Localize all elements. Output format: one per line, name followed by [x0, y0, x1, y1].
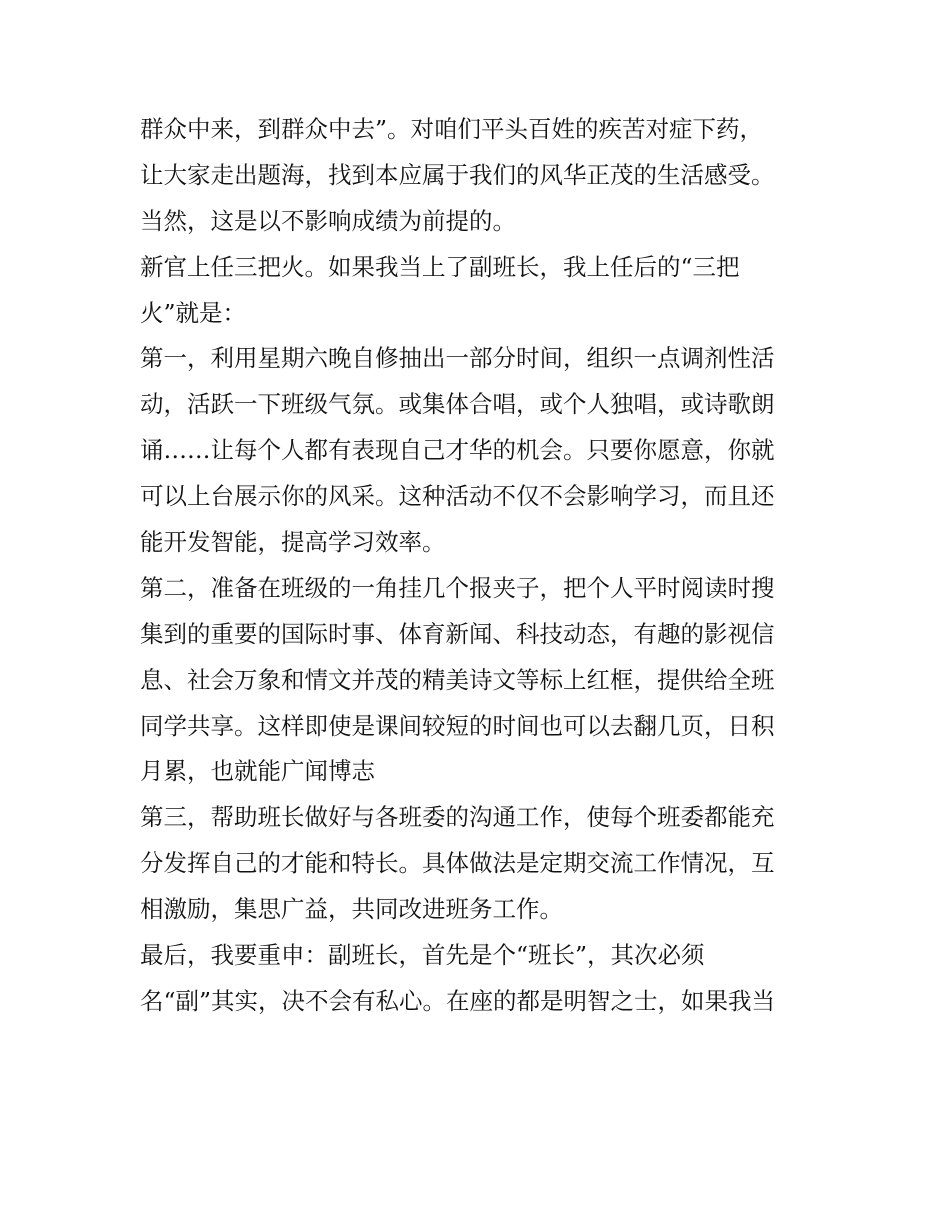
text-line: 第一，利用星期六晚自修抽出一部分时间，组织一点调剂性活	[140, 344, 775, 373]
text-line: 息、社会万象和情文并茂的精美诗文等标上红框，提供给全班	[140, 665, 775, 694]
text-line: 同学共享。这样即使是课间较短的时间也可以去翻几页，日积	[140, 711, 775, 740]
text-line: 当然，这是以不影响成绩为前提的。	[140, 206, 516, 235]
text-line: 新官上任三把火。如果我当上了副班长，我上任后的“三把	[140, 252, 740, 281]
text-line: 月累，也就能广闻博志	[140, 757, 375, 786]
text-line: 让大家走出题海，找到本应属于我们的风华正茂的生活感受。	[140, 160, 775, 189]
text-line: 群众中来，到群众中去”。对咱们平头百姓的疾苦对症下药，	[140, 115, 764, 143]
text-line: 相激励，集思广益，共同改进班务工作。	[140, 895, 563, 924]
text-line: 第二，准备在班级的一角挂几个报夹子，把个人平时阅读时搜	[140, 573, 775, 602]
text-line: 最后，我要重申：副班长，首先是个“班长”，其次必须	[140, 941, 705, 970]
text-line: 分发挥自己的才能和特长。具体做法是定期交流工作情况，互	[140, 849, 775, 878]
text-line: 名“副”其实，决不会有私心。在座的都是明智之士，如果我当	[140, 986, 776, 1015]
text-line: 第三，帮助班长做好与各班委的沟通工作，使每个班委都能充	[140, 803, 775, 832]
text-line: 动，活跃一下班级气氛。或集体合唱，或个人独唱，或诗歌朗	[140, 390, 775, 419]
text-line: 可以上台展示你的风采。这种活动不仅不会影响学习，而且还	[140, 482, 775, 511]
text-line: 火”就是：	[140, 298, 247, 327]
text-line: 能开发智能，提高学习效率。	[140, 528, 446, 557]
text-line: 诵……让每个人都有表现自己才华的机会。只要你愿意，你就	[140, 436, 775, 465]
document-page	[140, 107, 820, 1025]
text-line: 集到的重要的国际时事、体育新闻、科技动态，有趣的影视信	[140, 619, 775, 648]
